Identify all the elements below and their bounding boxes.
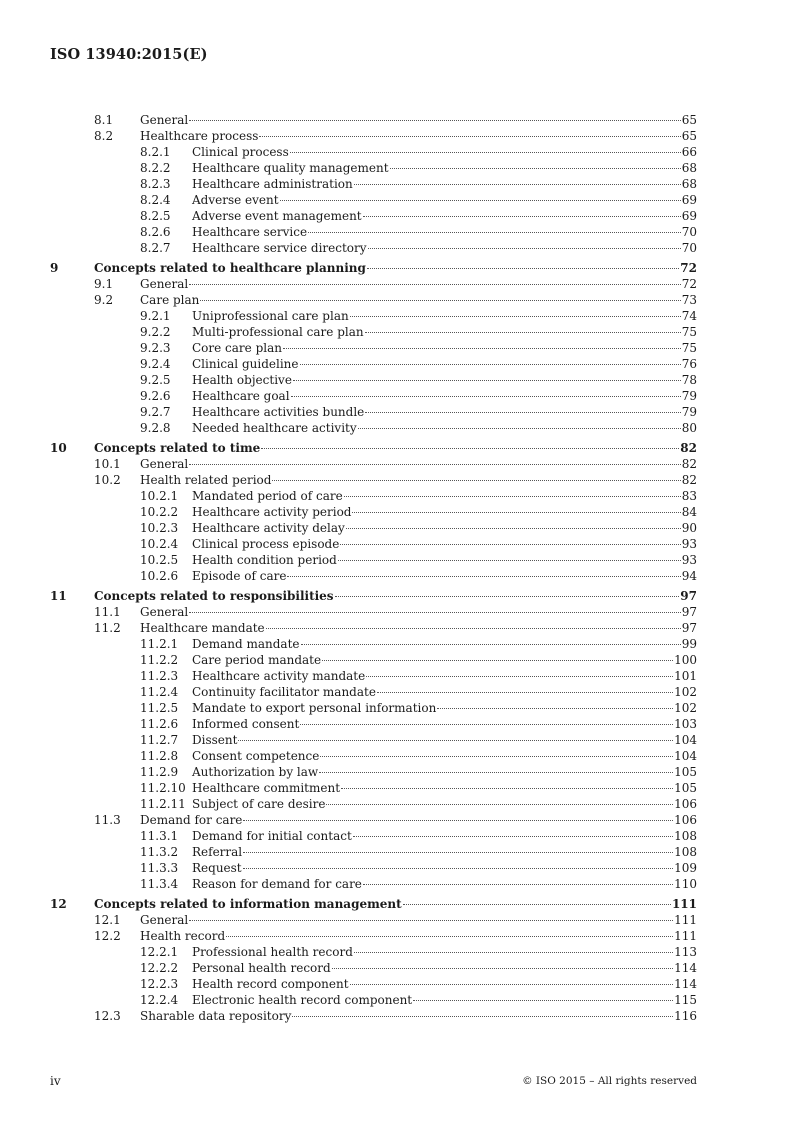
toc-entry-page: 97 (681, 621, 697, 635)
toc-entry-number: 9.2 (94, 293, 114, 307)
toc-entry[interactable] (0, 456, 793, 472)
toc-entry-title: Clinical process episode (192, 537, 340, 551)
toc-entry-number: 11.2.10 (140, 781, 186, 795)
toc-entry-number: 9.1 (94, 277, 114, 291)
dot-leader (243, 852, 673, 853)
dot-leader (346, 528, 681, 529)
toc-entry-page: 113 (674, 945, 697, 959)
dot-leader (341, 788, 673, 789)
toc-entry-title: Consent competence (192, 749, 320, 763)
toc-entry[interactable] (0, 912, 793, 928)
dot-leader (338, 560, 681, 561)
toc-entry-page: 103 (674, 717, 697, 731)
toc-entry[interactable] (0, 144, 793, 160)
dot-leader (354, 184, 681, 185)
dot-leader (290, 152, 681, 153)
toc-entry[interactable] (0, 828, 793, 844)
toc-entry-number: 9.2.2 (140, 325, 171, 339)
toc-entry[interactable] (0, 796, 793, 812)
toc-entry-title: Dissent (192, 733, 238, 747)
toc-entry[interactable] (0, 404, 793, 420)
toc-entry[interactable] (0, 812, 793, 828)
toc-entry-number: 12.2.1 (140, 945, 179, 959)
dot-leader (280, 200, 681, 201)
toc-entry[interactable] (0, 684, 793, 700)
dot-leader (413, 1000, 673, 1001)
toc-entry[interactable] (0, 976, 793, 992)
toc-entry-title: Health record component (192, 977, 349, 991)
toc-entry-number: 11.2.1 (140, 637, 179, 651)
toc-entry-page: 106 (674, 813, 697, 827)
toc-entry-title: Adverse event management (192, 209, 362, 223)
toc-entry-number: 11.2.11 (140, 797, 186, 811)
toc-entry[interactable] (0, 944, 793, 960)
dot-leader (272, 480, 680, 481)
toc-entry-title: Healthcare mandate (140, 621, 265, 635)
toc-entry-number: 12.2.4 (140, 993, 179, 1007)
toc-entry[interactable] (0, 160, 793, 176)
toc-entry-number: 12.3 (94, 1009, 121, 1023)
toc-entry-page: 82 (680, 441, 697, 455)
toc-entry-page: 105 (674, 781, 697, 795)
toc-entry[interactable] (0, 504, 793, 520)
toc-entry-number: 8.2.3 (140, 177, 171, 191)
toc-entry-page: 114 (674, 961, 697, 975)
toc-entry-page: 105 (674, 765, 697, 779)
toc-entry-number: 8.2.6 (140, 225, 171, 239)
toc-entry-number: 9.2.6 (140, 389, 171, 403)
toc-entry-title: General (140, 605, 189, 619)
toc-entry[interactable] (0, 716, 793, 732)
toc-entry-number: 10.2 (94, 473, 121, 487)
toc-entry-title: Health objective (192, 373, 292, 387)
toc-entry-number: 11.2.6 (140, 717, 179, 731)
dot-leader (363, 216, 681, 217)
toc-entry[interactable] (0, 112, 793, 128)
toc-entry[interactable] (0, 668, 793, 684)
document-header: ISO 13940:2015(E) (50, 46, 208, 63)
dot-leader (189, 612, 680, 613)
toc-entry-page: 79 (681, 389, 697, 403)
toc-entry-page: 102 (674, 685, 697, 699)
toc-entry-title: Healthcare activities bundle (192, 405, 365, 419)
toc-entry[interactable] (0, 356, 793, 372)
toc-entry-page: 84 (681, 505, 697, 519)
dot-leader (335, 596, 680, 597)
toc-entry-page: 104 (674, 733, 697, 747)
toc-entry[interactable] (0, 340, 793, 356)
dot-leader (437, 708, 673, 709)
toc-entry-page: 109 (674, 861, 697, 875)
toc-entry-page: 111 (674, 913, 697, 927)
toc-entry-number: 11.2.2 (140, 653, 179, 667)
toc-entry-number: 8.1 (94, 113, 114, 127)
toc-entry-title: Healthcare service directory (192, 241, 367, 255)
toc-entry[interactable] (0, 844, 793, 860)
toc-entry[interactable] (0, 388, 793, 404)
toc-entry-page: 69 (681, 193, 697, 207)
toc-entry-title: General (140, 113, 189, 127)
toc-entry-number: 8.2.2 (140, 161, 171, 175)
table-of-contents (0, 112, 793, 1024)
toc-entry-number: 11.3.4 (140, 877, 179, 891)
toc-entry-page: 100 (674, 653, 697, 667)
dot-leader (326, 804, 673, 805)
dot-leader (390, 168, 681, 169)
toc-entry-page: 70 (681, 241, 697, 255)
toc-entry[interactable] (0, 700, 793, 716)
dot-leader (308, 232, 681, 233)
toc-entry-title: Demand for care (140, 813, 243, 827)
toc-entry-number: 10.2.6 (140, 569, 179, 583)
toc-entry-page: 106 (674, 797, 697, 811)
toc-entry[interactable] (0, 488, 793, 504)
toc-entry-page: 82 (681, 457, 697, 471)
dot-leader (350, 984, 674, 985)
toc-entry-title: Reason for demand for care (192, 877, 362, 891)
toc-entry-page: 110 (674, 877, 697, 891)
toc-entry-title: Core care plan (192, 341, 282, 355)
toc-entry[interactable] (0, 748, 793, 764)
toc-entry-page: 101 (674, 669, 697, 683)
toc-entry-page: 108 (674, 829, 697, 843)
toc-entry-number: 8.2.5 (140, 209, 171, 223)
toc-entry-number: 11.3.2 (140, 845, 179, 859)
toc-entry-number: 11.3.1 (140, 829, 179, 843)
toc-entry-number: 10.1 (94, 457, 121, 471)
dot-leader (403, 904, 671, 905)
toc-entry[interactable] (0, 568, 793, 584)
toc-entry-page: 70 (681, 225, 697, 239)
toc-entry[interactable] (0, 208, 793, 224)
toc-entry-title: Clinical guideline (192, 357, 299, 371)
toc-entry-number: 12.2 (94, 929, 121, 943)
toc-entry[interactable] (0, 652, 793, 668)
toc-entry-page: 111 (674, 929, 697, 943)
toc-entry-title: Healthcare quality management (192, 161, 389, 175)
toc-entry-title: General (140, 913, 189, 927)
toc-entry-title: Concepts related to healthcare planning (94, 261, 366, 275)
toc-entry-title: Electronic health record component (192, 993, 413, 1007)
toc-entry[interactable] (0, 636, 793, 652)
dot-leader (332, 968, 673, 969)
page-number: iv (50, 1074, 61, 1088)
toc-entry-number: 11.2.3 (140, 669, 179, 683)
toc-entry-title: Multi-professional care plan (192, 325, 364, 339)
toc-entry-number: 12.1 (94, 913, 121, 927)
toc-entry-page: 102 (674, 701, 697, 715)
toc-entry-page: 90 (681, 521, 697, 535)
dot-leader (366, 676, 673, 677)
toc-entry-number: 8.2.7 (140, 241, 171, 255)
toc-entry-page: 73 (681, 293, 697, 307)
toc-entry-title: Personal health record (192, 961, 331, 975)
toc-entry-title: Episode of care (192, 569, 287, 583)
toc-entry-page: 99 (681, 637, 697, 651)
toc-entry-number: 11.3.3 (140, 861, 179, 875)
toc-entry-page: 93 (681, 553, 697, 567)
toc-entry-title: Request (192, 861, 242, 875)
toc-entry-title: Clinical process (192, 145, 289, 159)
dot-leader (365, 412, 680, 413)
toc-entry[interactable] (0, 876, 793, 892)
toc-entry-number: 8.2.4 (140, 193, 171, 207)
toc-entry-page: 74 (681, 309, 697, 323)
toc-entry-title: Health record (140, 929, 226, 943)
toc-entry-title: Subject of care desire (192, 797, 326, 811)
toc-entry-page: 75 (681, 341, 697, 355)
dot-leader (363, 884, 673, 885)
toc-entry-number: 10.2.1 (140, 489, 179, 503)
toc-entry[interactable] (0, 1008, 793, 1024)
toc-entry-number: 9.2.3 (140, 341, 171, 355)
toc-entry[interactable] (0, 276, 793, 292)
toc-entry-page: 114 (674, 977, 697, 991)
toc-entry-title: Adverse event (192, 193, 279, 207)
toc-entry-title: General (140, 457, 189, 471)
toc-entry-number: 11.2.9 (140, 765, 179, 779)
toc-entry-page: 83 (681, 489, 697, 503)
toc-entry-page: 65 (681, 113, 697, 127)
toc-entry-page: 68 (681, 177, 697, 191)
dot-leader (367, 268, 679, 269)
toc-entry-title: Demand mandate (192, 637, 300, 651)
toc-entry-page: 93 (681, 537, 697, 551)
toc-entry-title: Continuity facilitator mandate (192, 685, 376, 699)
toc-entry-number: 9.2.4 (140, 357, 171, 371)
toc-entry-number: 10.2.2 (140, 505, 179, 519)
toc-entry-page: 69 (681, 209, 697, 223)
toc-entry-page: 116 (674, 1009, 697, 1023)
toc-entry-title: Health related period (140, 473, 272, 487)
toc-entry[interactable] (0, 960, 793, 976)
toc-entry-number: 12.2.3 (140, 977, 179, 991)
toc-entry-title: Professional health record (192, 945, 353, 959)
toc-entry-number: 11.2.8 (140, 749, 179, 763)
toc-entry-title: Healthcare service (192, 225, 308, 239)
toc-entry-page: 94 (681, 569, 697, 583)
toc-entry-page: 66 (681, 145, 697, 159)
toc-entry[interactable] (0, 896, 793, 912)
toc-entry[interactable] (0, 780, 793, 796)
toc-entry[interactable] (0, 604, 793, 620)
toc-entry[interactable] (0, 588, 793, 604)
toc-entry-number: 11.2.4 (140, 685, 179, 699)
toc-entry-number: 8.2 (94, 129, 114, 143)
toc-entry-title: Needed healthcare activity (192, 421, 357, 435)
dot-leader (300, 364, 681, 365)
dot-leader (238, 740, 673, 741)
toc-entry-number: 9 (50, 261, 59, 275)
toc-entry[interactable] (0, 176, 793, 192)
toc-entry-title: Concepts related to time (94, 441, 261, 455)
dot-leader (354, 952, 673, 953)
toc-entry-title: Healthcare goal (192, 389, 290, 403)
toc-entry-number: 9.2.8 (140, 421, 171, 435)
toc-entry-title: Informed consent (192, 717, 300, 731)
toc-entry-title: Mandated period of care (192, 489, 343, 503)
toc-entry[interactable] (0, 324, 793, 340)
dot-leader (189, 120, 680, 121)
dot-leader (226, 936, 673, 937)
toc-entry-title: Care period mandate (192, 653, 322, 667)
toc-entry-number: 12 (50, 897, 67, 911)
dot-leader (320, 756, 673, 757)
toc-entry-page: 82 (681, 473, 697, 487)
toc-entry-number: 12.2.2 (140, 961, 179, 975)
toc-entry-title: Healthcare activity mandate (192, 669, 366, 683)
toc-entry-page: 78 (681, 373, 697, 387)
toc-entry[interactable] (0, 928, 793, 944)
toc-entry[interactable] (0, 472, 793, 488)
toc-entry-title: Demand for initial contact (192, 829, 352, 843)
dot-leader (189, 920, 673, 921)
dot-leader (350, 316, 681, 317)
toc-entry-number: 10.2.5 (140, 553, 179, 567)
dot-leader (200, 300, 680, 301)
dot-leader (291, 396, 681, 397)
dot-leader (259, 136, 680, 137)
toc-entry-title: Uniprofessional care plan (192, 309, 349, 323)
toc-entry[interactable] (0, 860, 793, 876)
toc-entry-number: 9.2.5 (140, 373, 171, 387)
toc-entry[interactable] (0, 732, 793, 748)
toc-entry-number: 9.2.7 (140, 405, 171, 419)
toc-entry-page: 65 (681, 129, 697, 143)
dot-leader (353, 836, 673, 837)
dot-leader (352, 512, 680, 513)
dot-leader (368, 248, 681, 249)
toc-entry-title: Concepts related to information management (94, 897, 402, 911)
toc-entry-number: 11.2.7 (140, 733, 179, 747)
toc-entry-page: 76 (681, 357, 697, 371)
dot-leader (243, 868, 673, 869)
toc-entry-title: General (140, 277, 189, 291)
toc-entry-title: Authorization by law (192, 765, 319, 779)
toc-entry-page: 108 (674, 845, 697, 859)
dot-leader (292, 1016, 673, 1017)
toc-entry-page: 115 (674, 993, 697, 1007)
toc-entry[interactable] (0, 992, 793, 1008)
dot-leader (365, 332, 681, 333)
toc-entry[interactable] (0, 224, 793, 240)
toc-entry[interactable] (0, 372, 793, 388)
toc-entry[interactable] (0, 536, 793, 552)
toc-entry[interactable] (0, 440, 793, 456)
dot-leader (377, 692, 673, 693)
toc-entry[interactable] (0, 520, 793, 536)
toc-entry-page: 80 (681, 421, 697, 435)
dot-leader (189, 284, 680, 285)
toc-entry[interactable] (0, 420, 793, 436)
toc-entry-title: Healthcare process (140, 129, 259, 143)
toc-entry-page: 79 (681, 405, 697, 419)
dot-leader (301, 644, 681, 645)
dot-leader (243, 820, 673, 821)
dot-leader (300, 724, 673, 725)
toc-entry-number: 10 (50, 441, 67, 455)
toc-entry-number: 8.2.1 (140, 145, 171, 159)
dot-leader (266, 628, 681, 629)
toc-entry[interactable] (0, 128, 793, 144)
toc-entry-number: 9.2.1 (140, 309, 171, 323)
toc-entry-title: Healthcare activity period (192, 505, 352, 519)
dot-leader (283, 348, 681, 349)
toc-entry-title: Referral (192, 845, 243, 859)
toc-entry-title: Mandate to export personal information (192, 701, 437, 715)
toc-entry-title: Healthcare commitment (192, 781, 341, 795)
toc-entry-page: 111 (671, 897, 697, 911)
dot-leader (293, 380, 681, 381)
toc-entry-number: 10.2.3 (140, 521, 179, 535)
dot-leader (189, 464, 680, 465)
dot-leader (261, 448, 679, 449)
toc-entry-page: 97 (681, 605, 697, 619)
toc-entry-page: 75 (681, 325, 697, 339)
dot-leader (322, 660, 673, 661)
toc-entry-number: 11 (50, 589, 67, 603)
toc-entry-title: Healthcare administration (192, 177, 353, 191)
toc-entry-number: 11.2 (94, 621, 121, 635)
dot-leader (340, 544, 680, 545)
toc-entry-title: Health condition period (192, 553, 337, 567)
toc-entry[interactable] (0, 292, 793, 308)
toc-entry-title: Healthcare activity delay (192, 521, 345, 535)
toc-entry-page: 68 (681, 161, 697, 175)
toc-entry[interactable] (0, 764, 793, 780)
toc-entry-number: 11.1 (94, 605, 121, 619)
toc-entry-page: 72 (680, 261, 697, 275)
toc-entry-title: Concepts related to responsibilities (94, 589, 334, 603)
toc-entry-page: 97 (680, 589, 697, 603)
toc-entry[interactable] (0, 308, 793, 324)
toc-entry-page: 104 (674, 749, 697, 763)
toc-entry-title: Care plan (140, 293, 200, 307)
toc-entry[interactable] (0, 240, 793, 256)
dot-leader (358, 428, 681, 429)
dot-leader (287, 576, 680, 577)
toc-entry[interactable] (0, 192, 793, 208)
toc-entry[interactable] (0, 260, 793, 276)
toc-entry[interactable] (0, 552, 793, 568)
toc-entry[interactable] (0, 620, 793, 636)
toc-entry-number: 11.2.5 (140, 701, 179, 715)
copyright-notice: © ISO 2015 – All rights reserved (522, 1075, 697, 1087)
toc-entry-title: Sharable data repository (140, 1009, 292, 1023)
toc-entry-page: 72 (681, 277, 697, 291)
toc-entry-number: 11.3 (94, 813, 121, 827)
dot-leader (319, 772, 673, 773)
dot-leader (344, 496, 681, 497)
toc-entry-number: 10.2.4 (140, 537, 179, 551)
